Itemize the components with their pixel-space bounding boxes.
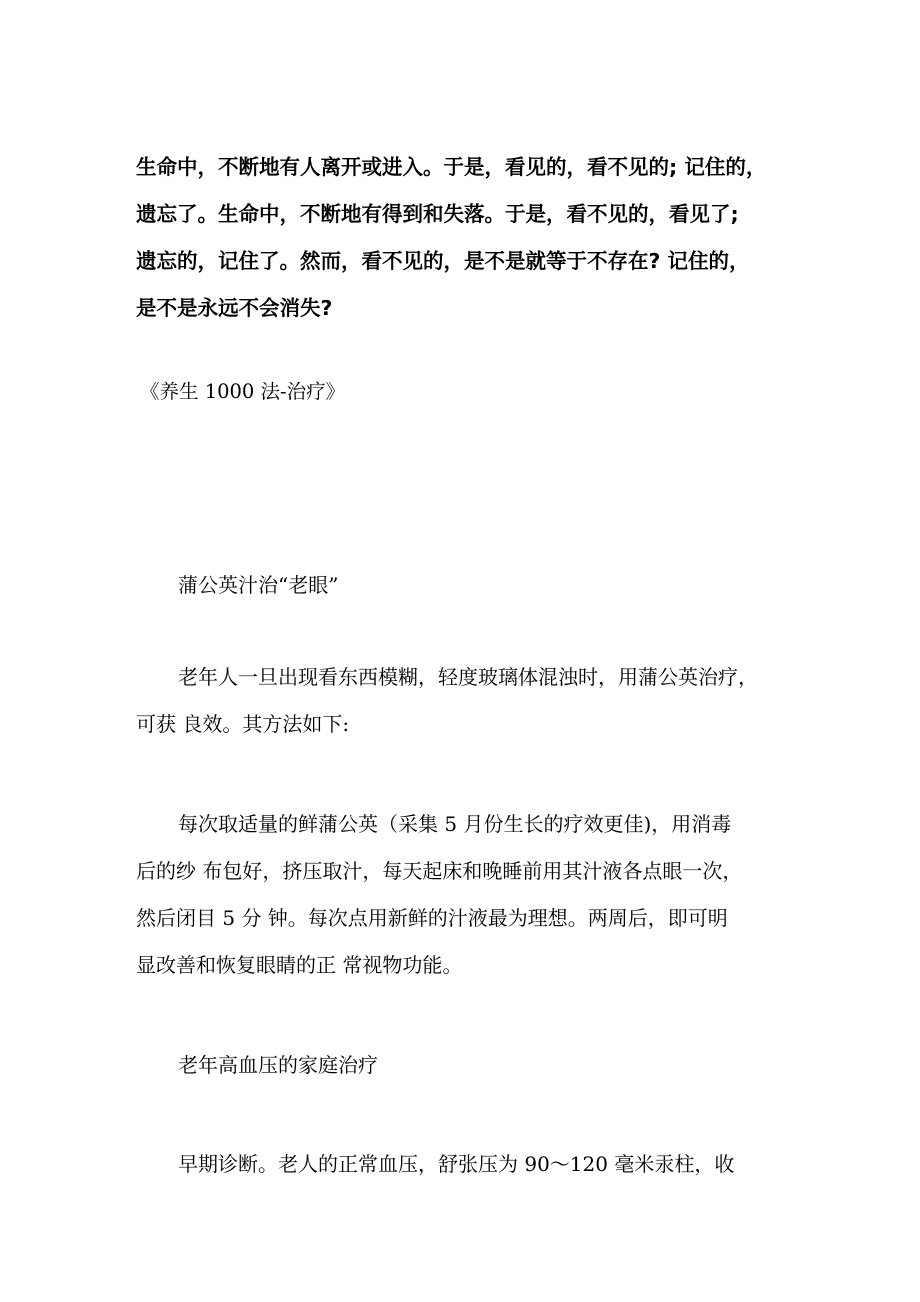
section-1-heading [136, 562, 796, 609]
section-2-paragraph-1 [136, 1141, 796, 1188]
section-1-paragraph-2 [136, 801, 796, 989]
s1-p1-line-2: 可获 良效。其方法如下: [136, 712, 350, 736]
s1-p1-line-1: 老年人一旦出现看东西模糊，轻度玻璃体混浊时，用蒲公英治疗， [178, 665, 758, 689]
intro-line-1: 生命中，不断地有人离开或进入。于是，看见的，看不见的; 记住的， [136, 155, 767, 179]
s1-p2-line-1: 每次取适量的鲜蒲公英（采集 5 月份生长的疗效更佳)，用消毒 [178, 812, 732, 836]
book-title: 《养生 1000 法-治疗》 [140, 380, 346, 403]
intro-line-2: 遗忘了。生命中，不断地有得到和失落。于是，看不见的，看见了; [136, 202, 739, 226]
section-2-heading [136, 1042, 796, 1089]
s1-p2-line-4: 显改善和恢复眼睛的正 常视物功能。 [136, 953, 463, 977]
section-1-paragraph-1 [136, 654, 796, 748]
s1-p2-line-3: 然后闭目 5 分 钟。每次点用新鲜的汁液最为理想。两周后，即可明 [136, 906, 728, 930]
intro-paragraph [136, 144, 796, 332]
section-1-heading-text: 蒲公英汁治“老眼” [178, 573, 339, 597]
intro-line-3: 遗忘的，记住了。然而，看不见的，是不是就等于不存在? 记住的， [136, 249, 750, 273]
intro-line-4: 是不是永远不会消失? [136, 296, 333, 320]
s2-p1-line-1: 早期诊断。老人的正常血压，舒张压为 90～120 毫米汞柱，收 [178, 1152, 735, 1176]
s1-p2-line-2: 后的纱 布包好，挤压取汁，每天起床和晚睡前用其汁液各点眼一次， [136, 859, 743, 883]
section-2-heading-text: 老年高血压的家庭治疗 [178, 1053, 378, 1077]
